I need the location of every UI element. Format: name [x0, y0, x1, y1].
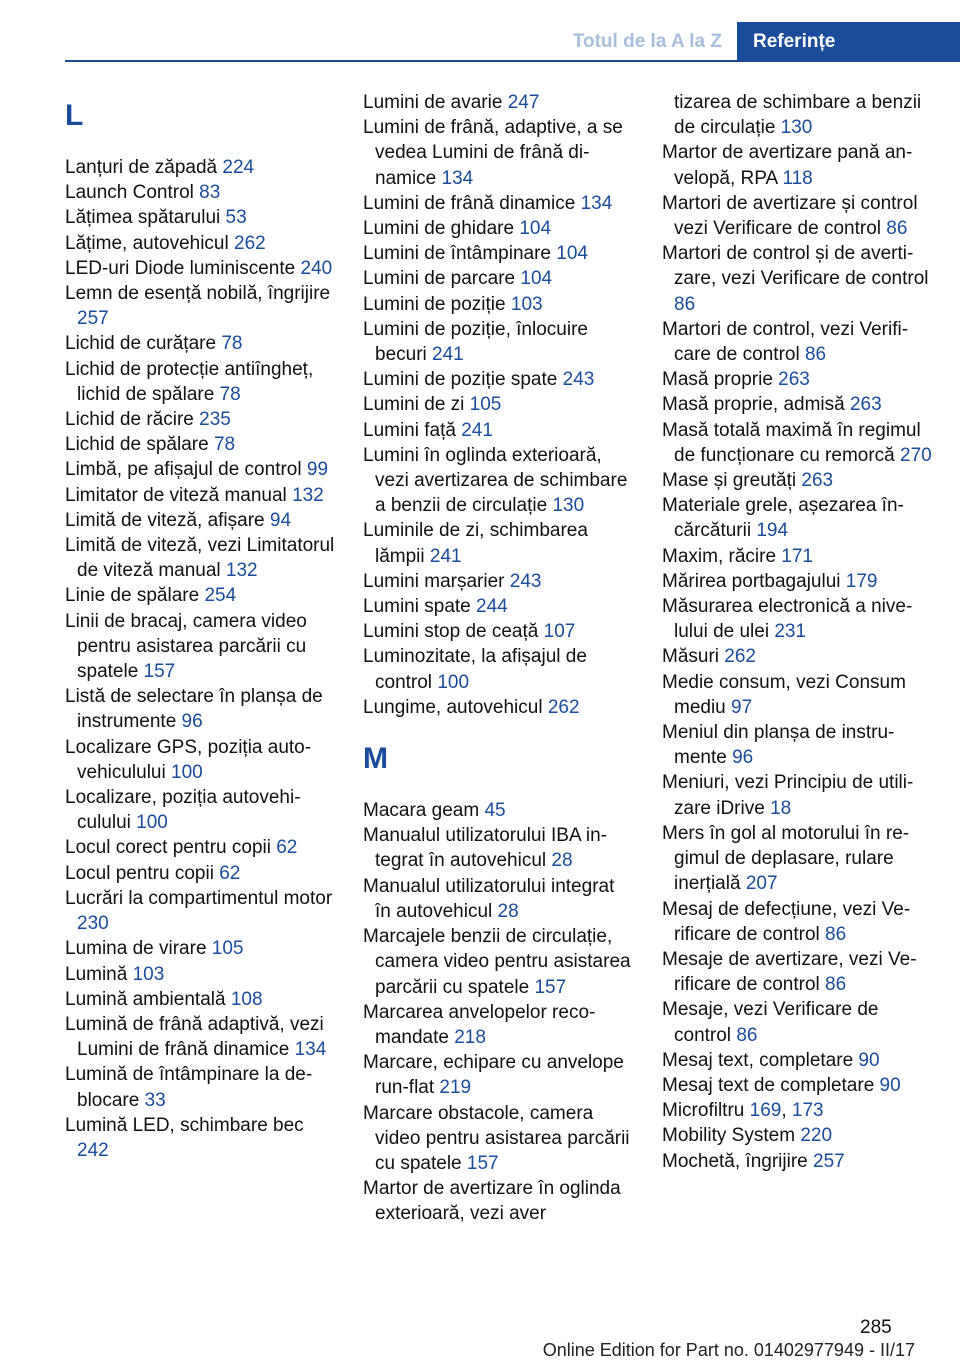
index-entry: [363, 115, 635, 191]
index-entry: [363, 1050, 635, 1100]
index-entry-text: Lucrări la compartimentul motor: [65, 887, 333, 909]
index-entry-text: Lumină de frână adaptivă, vezi Lumini de frână dinamice: [65, 1013, 324, 1061]
index-entry: [65, 609, 337, 685]
page-reference-link[interactable]: 86: [804, 344, 827, 366]
page-reference-link[interactable]: 105: [469, 394, 502, 416]
page-reference-link[interactable]: 45: [484, 800, 506, 822]
index-entry: [65, 357, 337, 407]
index-entry: [65, 407, 337, 432]
index-entry-text: Mesaje, vezi Verificare de control: [662, 999, 879, 1046]
index-entry-text: Măsuri: [662, 646, 725, 668]
index-entry-text: Localizare, poziția autovehiculului: [65, 787, 301, 834]
index-entry-text: Mase și greutăți: [662, 470, 802, 492]
index-entry-text: Lanțuri de zăpadă: [65, 157, 223, 178]
page-reference-link[interactable]: 230: [77, 913, 109, 935]
page-reference-link[interactable]: 28: [497, 900, 519, 922]
index-column-3: [662, 90, 934, 1174]
page-reference-link[interactable]: 241: [429, 545, 462, 567]
page-reference-link[interactable]: 62: [219, 862, 241, 884]
index-entry-text: Meniuri, vezi Principiu de utilizare iDrive: [662, 772, 914, 819]
page-reference-link[interactable]: 240: [300, 257, 333, 279]
index-entry-text: Lumină: [65, 963, 133, 985]
index-entry-text: Martori de control și de avertizare, vezi Verificare de control: [662, 243, 929, 290]
index-entry: [662, 670, 934, 720]
index-entry-text: Mochetă, îngrijire: [662, 1150, 814, 1172]
page-reference-link[interactable]: 94: [269, 509, 292, 531]
index-entry-text: Marcajele benzii de circulație, camera video pentru asistarea parcării cu spatele: [363, 926, 631, 998]
page-reference-link[interactable]: 169: [749, 1100, 782, 1122]
index-entry: [363, 644, 635, 694]
index-entry-text: Lumini în oglinda exterioară, vezi avertizarea de schimbare a benzii de circulație: [363, 444, 628, 517]
page-reference-link[interactable]: 100: [136, 812, 168, 834]
page-reference-link[interactable]: 262: [724, 646, 756, 668]
index-entry: [65, 180, 337, 205]
index-entry-text: Mers în gol al motorului în regimul de deplasare, rulare inerțială: [662, 822, 910, 895]
index-entry-text: Macara geam: [363, 800, 485, 822]
page-reference-link[interactable]: 107: [543, 621, 576, 643]
page-reference-link[interactable]: 270: [900, 444, 932, 466]
index-entry: [363, 191, 635, 216]
index-entry: [662, 140, 934, 190]
page-number: 285: [860, 1317, 892, 1338]
index-entry-text: Lumina de virare: [65, 938, 212, 960]
index-entry: [65, 684, 337, 734]
index-entry-text: Lumini de avarie: [363, 92, 508, 113]
index-column-2: [363, 90, 635, 1227]
index-entry: [662, 1149, 934, 1174]
page-reference-link[interactable]: 241: [461, 419, 493, 441]
page-reference-link[interactable]: 263: [801, 470, 834, 492]
index-entry-text: Lumini de poziție: [363, 293, 511, 315]
index-entry-text: LED-uri Diode luminiscente: [65, 257, 301, 279]
index-entry: [363, 392, 635, 417]
index-entry-text: Lumini față: [363, 419, 462, 441]
page-reference-link[interactable]: 97: [731, 696, 753, 718]
page-reference-link[interactable]: 235: [199, 409, 231, 431]
page-reference-link[interactable]: 33: [144, 1089, 166, 1111]
index-entry-text: Lichid de curățare: [65, 333, 222, 355]
index-entry: [65, 835, 337, 860]
index-entry-text: Locul pentru copii: [65, 862, 220, 884]
index-letter-heading: L: [65, 99, 84, 132]
page-reference-link[interactable]: 231: [774, 621, 807, 643]
index-entry-text: Lumini de frână, adaptive, a se vedea Lumini de frână dinamice: [363, 117, 623, 189]
index-entry: [65, 886, 337, 936]
index-entry-text: Martori de control, vezi Verificare de control: [662, 318, 909, 366]
page-reference-link[interactable]: 157: [466, 1152, 499, 1174]
page-reference-link[interactable]: 103: [132, 963, 165, 985]
page-reference-link[interactable]: 96: [181, 711, 203, 733]
index-entry-text: Mobility System: [662, 1125, 801, 1147]
page-reference-link[interactable]: 132: [292, 484, 324, 506]
index-entry-text: Luminile de zi, schimbarea lămpii: [363, 520, 588, 567]
index-entry-text: Marcare obstacole, camera video pentru asistarea parcării cu spatele: [363, 1102, 630, 1174]
index-letter-heading: M: [363, 742, 388, 776]
index-entry-text: Martor de avertizare pană anvelopă, RPA: [662, 142, 913, 189]
page-reference-link[interactable]: 218: [454, 1026, 486, 1048]
index-entry: [65, 331, 337, 356]
index-entry: [662, 367, 934, 392]
index-entry-text: Martori de avertizare și control vezi Verificare de control: [662, 192, 918, 240]
index-entry: [65, 1012, 337, 1062]
index-entry-text: Mesaj text de completare: [662, 1074, 880, 1096]
index-entry: [363, 594, 635, 619]
index-entry-text: Lumini de ghidare: [363, 218, 520, 240]
page-reference-link[interactable]: 96: [732, 747, 754, 769]
page-reference-link[interactable]: 242: [77, 1139, 109, 1161]
index-entry: [662, 191, 934, 241]
index-entry-text: Martor de avertizare în oglinda exterioară, vezi aver: [363, 1178, 621, 1225]
page-reference-link[interactable]: 99: [306, 459, 329, 481]
page-reference-link[interactable]: 241: [432, 344, 464, 366]
index-entry: [662, 468, 934, 493]
index-entry-text: Limită de viteză, vezi Limitatorul de viteză manual: [65, 535, 335, 582]
page-reference-link[interactable]: 173: [791, 1100, 824, 1122]
index-entry: [662, 90, 934, 140]
index-entry-text: Lățimea spătarului: [65, 207, 226, 229]
index-entry: [662, 997, 934, 1047]
index-entry-text: Manualul utilizatorului integrat în autovehicul: [363, 875, 615, 922]
page-reference-link[interactable]: 105: [211, 938, 244, 960]
index-entry: [65, 583, 337, 608]
page-reference-link[interactable]: 86: [674, 293, 696, 315]
page-reference-link[interactable]: 207: [745, 873, 778, 895]
index-entry: [65, 231, 337, 256]
index-entry: [662, 241, 934, 317]
index-entry-text: Masă totală maximă în regimul de funcționare cu remorcă: [662, 419, 921, 466]
page-reference-link[interactable]: 104: [556, 243, 588, 265]
index-entry: [65, 1113, 337, 1163]
index-entry: [363, 216, 635, 241]
index-entry: [65, 962, 337, 987]
header-section-tab[interactable]: Referințe: [737, 22, 960, 62]
index-entry-text: Lumini stop de ceață: [363, 621, 544, 643]
index-entry: [65, 155, 337, 180]
header-rule: [65, 60, 960, 62]
page-reference-link[interactable]: 104: [519, 218, 552, 240]
index-entry-text: Mărirea portbagajului: [662, 570, 846, 592]
page-reference-link[interactable]: 244: [476, 596, 508, 618]
page-reference-link[interactable]: 157: [143, 661, 176, 683]
index-entry-text: Lumini de întâmpinare: [363, 243, 557, 265]
index-entry-text: Lemn de esență nobilă, îngrijire: [65, 283, 331, 305]
index-entry: [662, 1048, 934, 1073]
index-entry-text: Limitator de viteză manual: [65, 484, 293, 506]
page-reference-link[interactable]: 83: [199, 182, 221, 204]
index-entry: [662, 1098, 934, 1123]
page-reference-link[interactable]: 18: [770, 797, 792, 819]
index-entry: [65, 457, 337, 482]
index-entry-text: Mesaj de defecțiune, vezi Verificare de control: [662, 898, 911, 945]
page-reference-link[interactable]: 157: [534, 976, 567, 998]
index-entry-text: Lumină LED, schimbare bec: [65, 1114, 304, 1136]
index-entry-text: Lichid de spălare: [65, 434, 214, 456]
index-entry-text: Limită de viteză, afișare: [65, 509, 270, 531]
index-entry: [65, 785, 337, 835]
index-entry-text: Marcare, echipare cu anvelope run-flat: [363, 1052, 624, 1099]
index-entry: [662, 770, 934, 820]
index-entry: [662, 821, 934, 897]
index-entry: [65, 483, 337, 508]
index-entry: [662, 947, 934, 997]
page-reference-link[interactable]: 262: [234, 232, 266, 254]
page-reference-link[interactable]: 28: [551, 850, 573, 872]
page-reference-link[interactable]: 86: [886, 218, 908, 240]
index-entry: [662, 544, 934, 569]
page-reference-link[interactable]: 100: [437, 671, 470, 693]
page-reference-link[interactable]: 243: [562, 369, 595, 391]
index-entry-text: Lumini de poziție, înlocuire becuri: [363, 318, 588, 366]
index-entry: [662, 418, 934, 468]
index-entry-text: Meniul din planșa de instrumente: [662, 722, 895, 769]
index-entry: [65, 936, 337, 961]
index-entry-text: Lumini spate: [363, 596, 477, 618]
index-entry: [662, 1123, 934, 1148]
index-entry: [363, 443, 635, 519]
index-entry: [363, 317, 635, 367]
index-entry: [662, 594, 934, 644]
index-entry-text: Lumină de întâmpinare la deblocare: [65, 1064, 313, 1111]
index-entry: [363, 1101, 635, 1177]
index-entry-text: Măsurarea electronică a nivelului de ulei: [662, 596, 913, 643]
page-reference-link[interactable]: 78: [219, 383, 241, 405]
page-reference-link[interactable]: 90: [858, 1049, 880, 1071]
index-entry: [662, 493, 934, 543]
index-entry: [65, 205, 337, 230]
page-reference-link[interactable]: 243: [509, 570, 542, 592]
page-reference-link[interactable]: 130: [780, 117, 813, 139]
index-entry: [363, 798, 635, 823]
index-entry: [363, 518, 635, 568]
index-entry-text: Microfiltru: [662, 1100, 750, 1122]
index-entry-text: Lungime, autovehicul: [363, 696, 548, 718]
index-entry: [363, 367, 635, 392]
index-entry: [662, 897, 934, 947]
index-entry: [363, 241, 635, 266]
index-entry-text: Mesaje de avertizare, vezi Verificare de control: [662, 948, 917, 996]
page-reference-link[interactable]: 179: [845, 570, 878, 592]
page-reference-link[interactable]: 134: [580, 192, 613, 214]
page-reference-link[interactable]: 220: [800, 1125, 833, 1147]
index-entry-text: Lumină ambientală: [65, 988, 231, 1010]
index-entry-text: Masă proprie: [662, 369, 779, 391]
index-entry: [662, 644, 934, 669]
page-reference-link[interactable]: 130: [552, 495, 585, 517]
index-entry-text: Lumini de poziție spate: [363, 369, 563, 391]
index-entry-text: Listă de selectare în planșa de instrumente: [65, 686, 323, 733]
page-reference-link[interactable]: 62: [276, 837, 298, 859]
page-reference-link[interactable]: 108: [230, 988, 263, 1010]
index-entry-text: Lățime, autovehicul: [65, 232, 234, 254]
page-header: [0, 22, 960, 62]
page-reference-link[interactable]: 100: [171, 761, 203, 783]
page-reference-link[interactable]: 247: [507, 92, 540, 113]
index-entry-text: Localizare GPS, poziția autovehiculului: [65, 736, 312, 783]
separator: ,: [781, 1100, 792, 1122]
index-entry: [65, 735, 337, 785]
index-entry: [65, 987, 337, 1012]
index-entry: [65, 256, 337, 281]
index-entry: [363, 90, 635, 115]
index-entry-text: Limbă, pe afișajul de control: [65, 459, 307, 481]
index-entry-text: Luminozitate, la afișajul de control: [363, 646, 587, 693]
index-entry: [363, 266, 635, 291]
index-entry-text: Materiale grele, așezarea încărcăturii: [662, 495, 904, 542]
page-reference-link[interactable]: 254: [204, 585, 237, 607]
page-reference-link[interactable]: 219: [439, 1077, 472, 1099]
index-entry: [363, 418, 635, 443]
index-entry-text: tizarea de schimbare a benzii de circulație: [674, 92, 922, 139]
page-reference-link[interactable]: 262: [547, 696, 580, 718]
index-entry: [65, 533, 337, 583]
page-reference-link[interactable]: 104: [520, 268, 553, 290]
page-reference-link[interactable]: 86: [825, 974, 847, 996]
page-reference-link[interactable]: 90: [879, 1074, 901, 1096]
index-entry-text: Manualul utilizatorului IBA integrat în autovehicul: [363, 825, 607, 872]
index-entry: [363, 874, 635, 924]
index-entry: [662, 1073, 934, 1098]
page-reference-link[interactable]: 263: [849, 394, 882, 416]
footer-edition: Online Edition for Part no. 01402977949 - II/17: [542, 1340, 915, 1360]
index-entry: [65, 508, 337, 533]
index-entry-text: Lumini de frână dinamice: [363, 192, 581, 214]
page-reference-link[interactable]: 86: [825, 923, 847, 945]
index-entry-text: Launch Control: [65, 182, 200, 204]
index-entry-text: Mesaj text, completare: [662, 1049, 859, 1071]
index-entry-text: Masă proprie, admisă: [662, 394, 850, 416]
page-reference-link[interactable]: 257: [813, 1150, 845, 1172]
index-entry: [662, 720, 934, 770]
page-reference-link[interactable]: 134: [294, 1039, 327, 1061]
index-entry-text: Linii de bracaj, camera video pentru asistarea parcării cu spatele: [65, 610, 307, 683]
page-reference-link[interactable]: 257: [77, 308, 109, 330]
page-reference-link[interactable]: 53: [225, 207, 247, 229]
page-reference-link[interactable]: 171: [781, 545, 813, 567]
index-entry-text: Maxim, răcire: [662, 545, 782, 567]
page-reference-link[interactable]: 132: [225, 560, 258, 582]
index-entry: [662, 569, 934, 594]
index-entry-text: Lumini marșarier: [363, 570, 510, 592]
index-entry-text: Locul corect pentru copii: [65, 837, 277, 859]
index-entry: [65, 1062, 337, 1112]
index-entry-text: Lichid de protecție antiîngheț, lichid de spălare: [65, 358, 314, 405]
page-reference-link[interactable]: 194: [756, 520, 789, 542]
page-reference-link[interactable]: 103: [510, 293, 543, 315]
index-entry: [662, 392, 934, 417]
index-entry-text: Lumini de zi: [363, 394, 470, 416]
index-entry-text: Lumini de parcare: [363, 268, 521, 290]
header-toc-label[interactable]: Totul de la A la Z: [572, 31, 722, 52]
index-entry: [363, 619, 635, 644]
index-entry: [363, 695, 635, 720]
page-reference-link[interactable]: 224: [222, 157, 255, 178]
index-entry: [363, 569, 635, 594]
index-entry: [662, 317, 934, 367]
index-entry-text: Marcarea anvelopelor recomandate: [363, 1001, 596, 1048]
index-entry: [65, 281, 337, 331]
index-entry: [363, 292, 635, 317]
page-reference-link[interactable]: 78: [221, 333, 243, 355]
index-entry: [363, 823, 635, 873]
index-entry: [363, 1000, 635, 1050]
page-reference-link[interactable]: 134: [441, 167, 474, 189]
page-reference-link[interactable]: 263: [778, 369, 810, 391]
index-entry-text: Lichid de răcire: [65, 409, 200, 431]
index-entry-text: Linie de spălare: [65, 585, 205, 607]
index-entry: [65, 861, 337, 886]
index-entry: [363, 1176, 635, 1226]
page-reference-link[interactable]: 78: [213, 434, 236, 456]
index-entry-text: Medie consum, vezi Consum mediu: [662, 671, 906, 718]
page-reference-link[interactable]: 118: [782, 167, 813, 189]
index-entry: [363, 924, 635, 1000]
index-entry: [65, 432, 337, 457]
index-column-1: [65, 90, 337, 1163]
page-reference-link[interactable]: 86: [736, 1024, 758, 1046]
